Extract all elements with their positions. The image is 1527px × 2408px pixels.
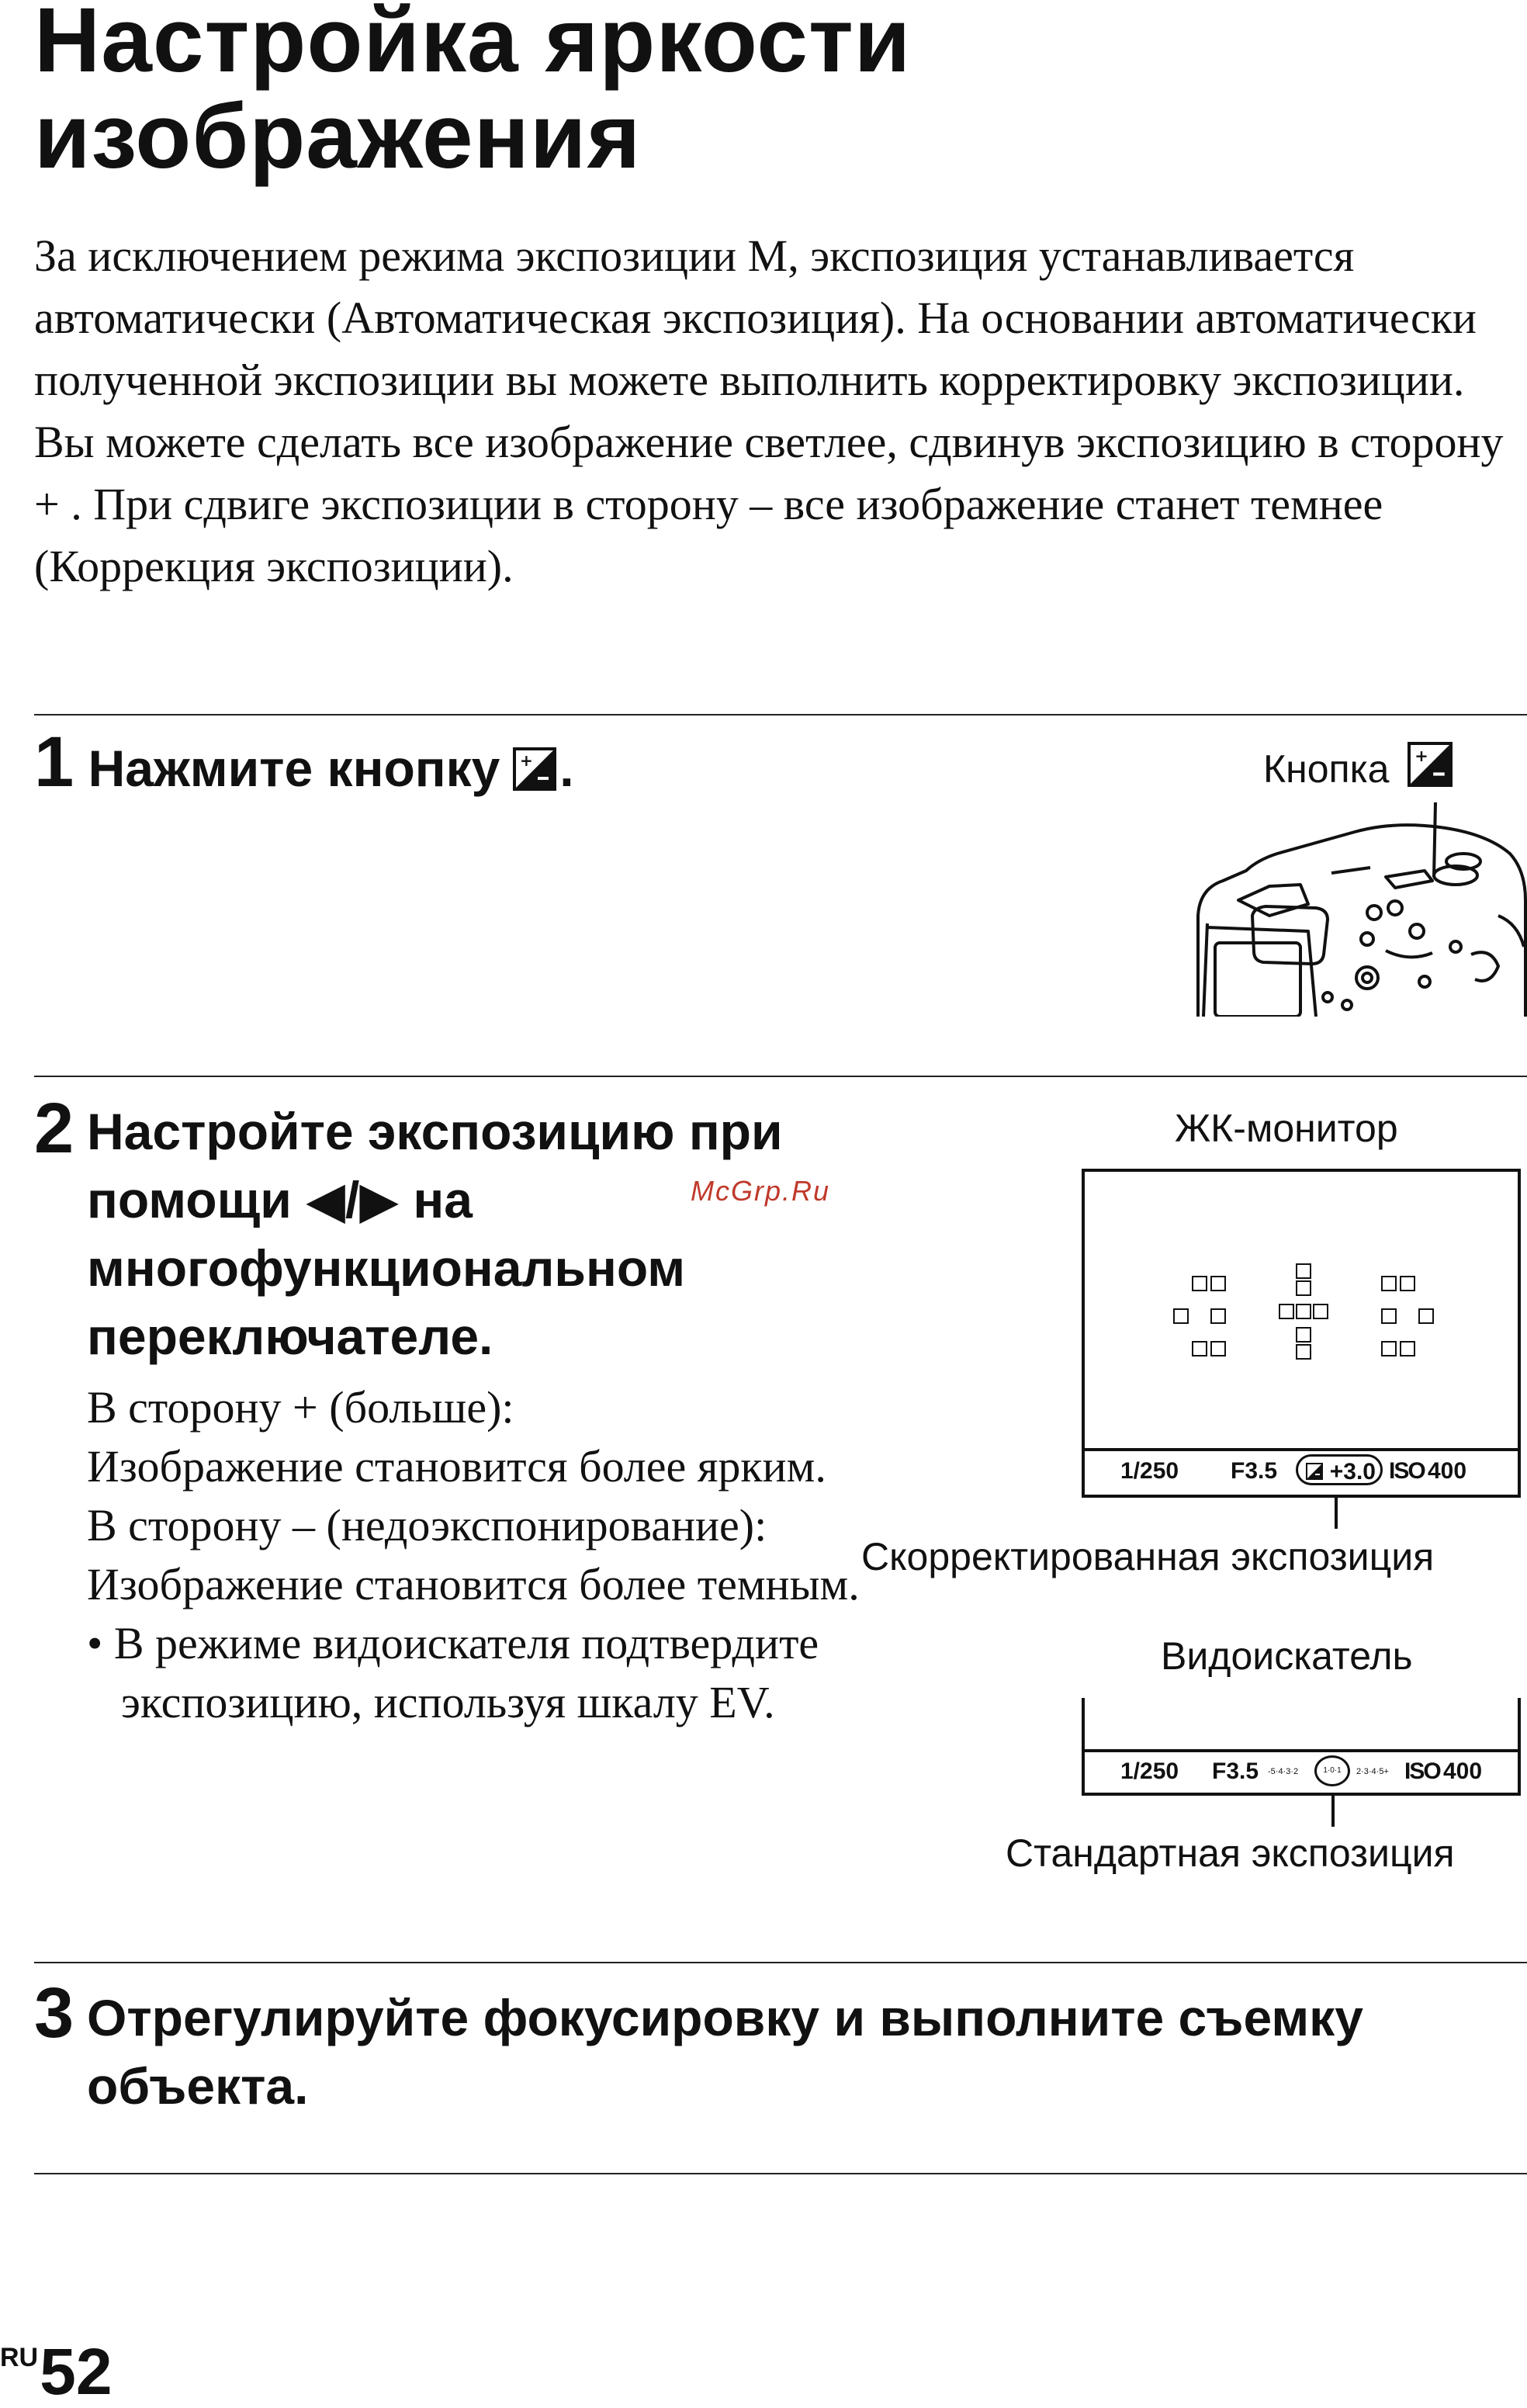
step-1 (34, 723, 574, 802)
viewfinder-caption: Стандартная экспозиция (1006, 1831, 1455, 1875)
page-language: RU (0, 2343, 39, 2372)
divider-2 (34, 1076, 1527, 1077)
vf-aperture: F3.5 (1212, 1758, 1259, 1784)
button-callout (1263, 742, 1453, 792)
ev-value-box (1296, 1454, 1383, 1485)
iso-label: ISO (1389, 1458, 1425, 1484)
divider-3 (34, 1962, 1527, 1963)
step-1-text: Нажмите кнопку (88, 740, 500, 797)
lcd-monitor-diagram (1082, 1169, 1521, 1498)
step-2-heading-line-3: многофункциональном (87, 1239, 686, 1297)
ev-scale-right: 2·3·4·5+ (1356, 1767, 1389, 1776)
watermark: McGrp.Ru (691, 1175, 831, 1207)
intro-paragraph: За исключением режима экспозиции M, экспозиция устанавливается автоматически (Автоматическая экспозиция). На основании автоматически полученной экспозиции вы можете выполнить корректировку экспозиции. Вы можете сделать все изображение светлее, сдвинув экспозицию в сторону + . При сдвиге экспозиции в сторону – все изображение станет темнее (Коррекция экспозиции). (34, 230, 1504, 591)
ev-value: +3.0 (1329, 1459, 1376, 1485)
button-callout-label: Кнопка (1263, 747, 1390, 791)
step-2-body-line: Изображение становится более ярким. (87, 1441, 826, 1492)
viewfinder-status-bar (1085, 1749, 1518, 1793)
svg-text:+: + (1414, 746, 1428, 765)
page-number (0, 2325, 113, 2408)
step-2-body (87, 1378, 863, 1732)
shutter-speed: 1/250 (1120, 1458, 1179, 1484)
divider-1 (34, 714, 1527, 715)
step-2-body-line: В сторону – (недоэкспонирование): (87, 1500, 767, 1550)
exposure-compensation-icon (513, 747, 556, 791)
iso-value: 400 (1428, 1458, 1467, 1484)
page-title (34, 0, 912, 188)
step-2-body-line: Изображение становится более темным. (87, 1559, 860, 1609)
step-2-bullet: • В режиме видоискателя подтвердите экспозицию, используя шкалу EV. (87, 1618, 819, 1727)
viewfinder-diagram (1082, 1698, 1521, 1796)
step-2-bullet-text: В режиме видоискателя подтвердите экспозицию, используя шкалу EV. (113, 1618, 819, 1727)
step-1-number: 1 (34, 722, 74, 802)
step-2-body-line: В сторону + (больше): (87, 1382, 514, 1433)
step-1-period: . (559, 740, 574, 797)
vf-iso-value: 400 (1443, 1758, 1483, 1784)
left-right-arrows-icon: ◀/▶ (306, 1171, 400, 1228)
step-2-heading-line-4: переключателе. (87, 1308, 493, 1365)
lcd-leader-line (1335, 1498, 1338, 1529)
vf-iso-label: ISO (1404, 1758, 1440, 1784)
title-line-1: Настройка яркости (34, 0, 912, 92)
exposure-compensation-icon (1306, 1463, 1323, 1480)
viewfinder-label: Видоискатель (1161, 1634, 1413, 1678)
lcd-caption: Скорректированная экспозиция (861, 1535, 1435, 1578)
step-3-heading-line-2: объекта. (87, 2057, 309, 2115)
title-line-2: изображения (34, 85, 642, 188)
step-3-number: 3 (34, 1973, 74, 2053)
step-2-heading-line-1: Настройте экспозицию при (87, 1103, 783, 1160)
exposure-compensation-icon (1408, 742, 1453, 787)
step-2-heading (87, 1097, 863, 1370)
vf-shutter-speed: 1/250 (1120, 1758, 1179, 1784)
step-3-heading-line-1: Отрегулируйте фокусировку и выполните съемку (87, 1989, 1363, 2046)
vf-leader-line (1331, 1796, 1335, 1827)
camera-illustration (1192, 799, 1527, 1017)
aperture: F3.5 (1231, 1458, 1278, 1484)
divider-4 (34, 2173, 1527, 2174)
ev-scale-center: 1·0·1 (1314, 1755, 1350, 1786)
af-points (1085, 1172, 1518, 1495)
step-3-heading (87, 1984, 1522, 2120)
svg-text:+: + (519, 751, 533, 770)
ev-scale-left: -5·4·3·2 (1268, 1767, 1299, 1776)
lcd-label: ЖК-монитор (1175, 1107, 1398, 1150)
lcd-status-bar (1085, 1448, 1518, 1495)
page-number-value: 52 (40, 2335, 113, 2408)
step-2-number-display: 2 (34, 1089, 74, 1168)
step-2-heading-suffix: на (413, 1171, 473, 1228)
step-2-heading-prefix: помощи (87, 1171, 292, 1228)
